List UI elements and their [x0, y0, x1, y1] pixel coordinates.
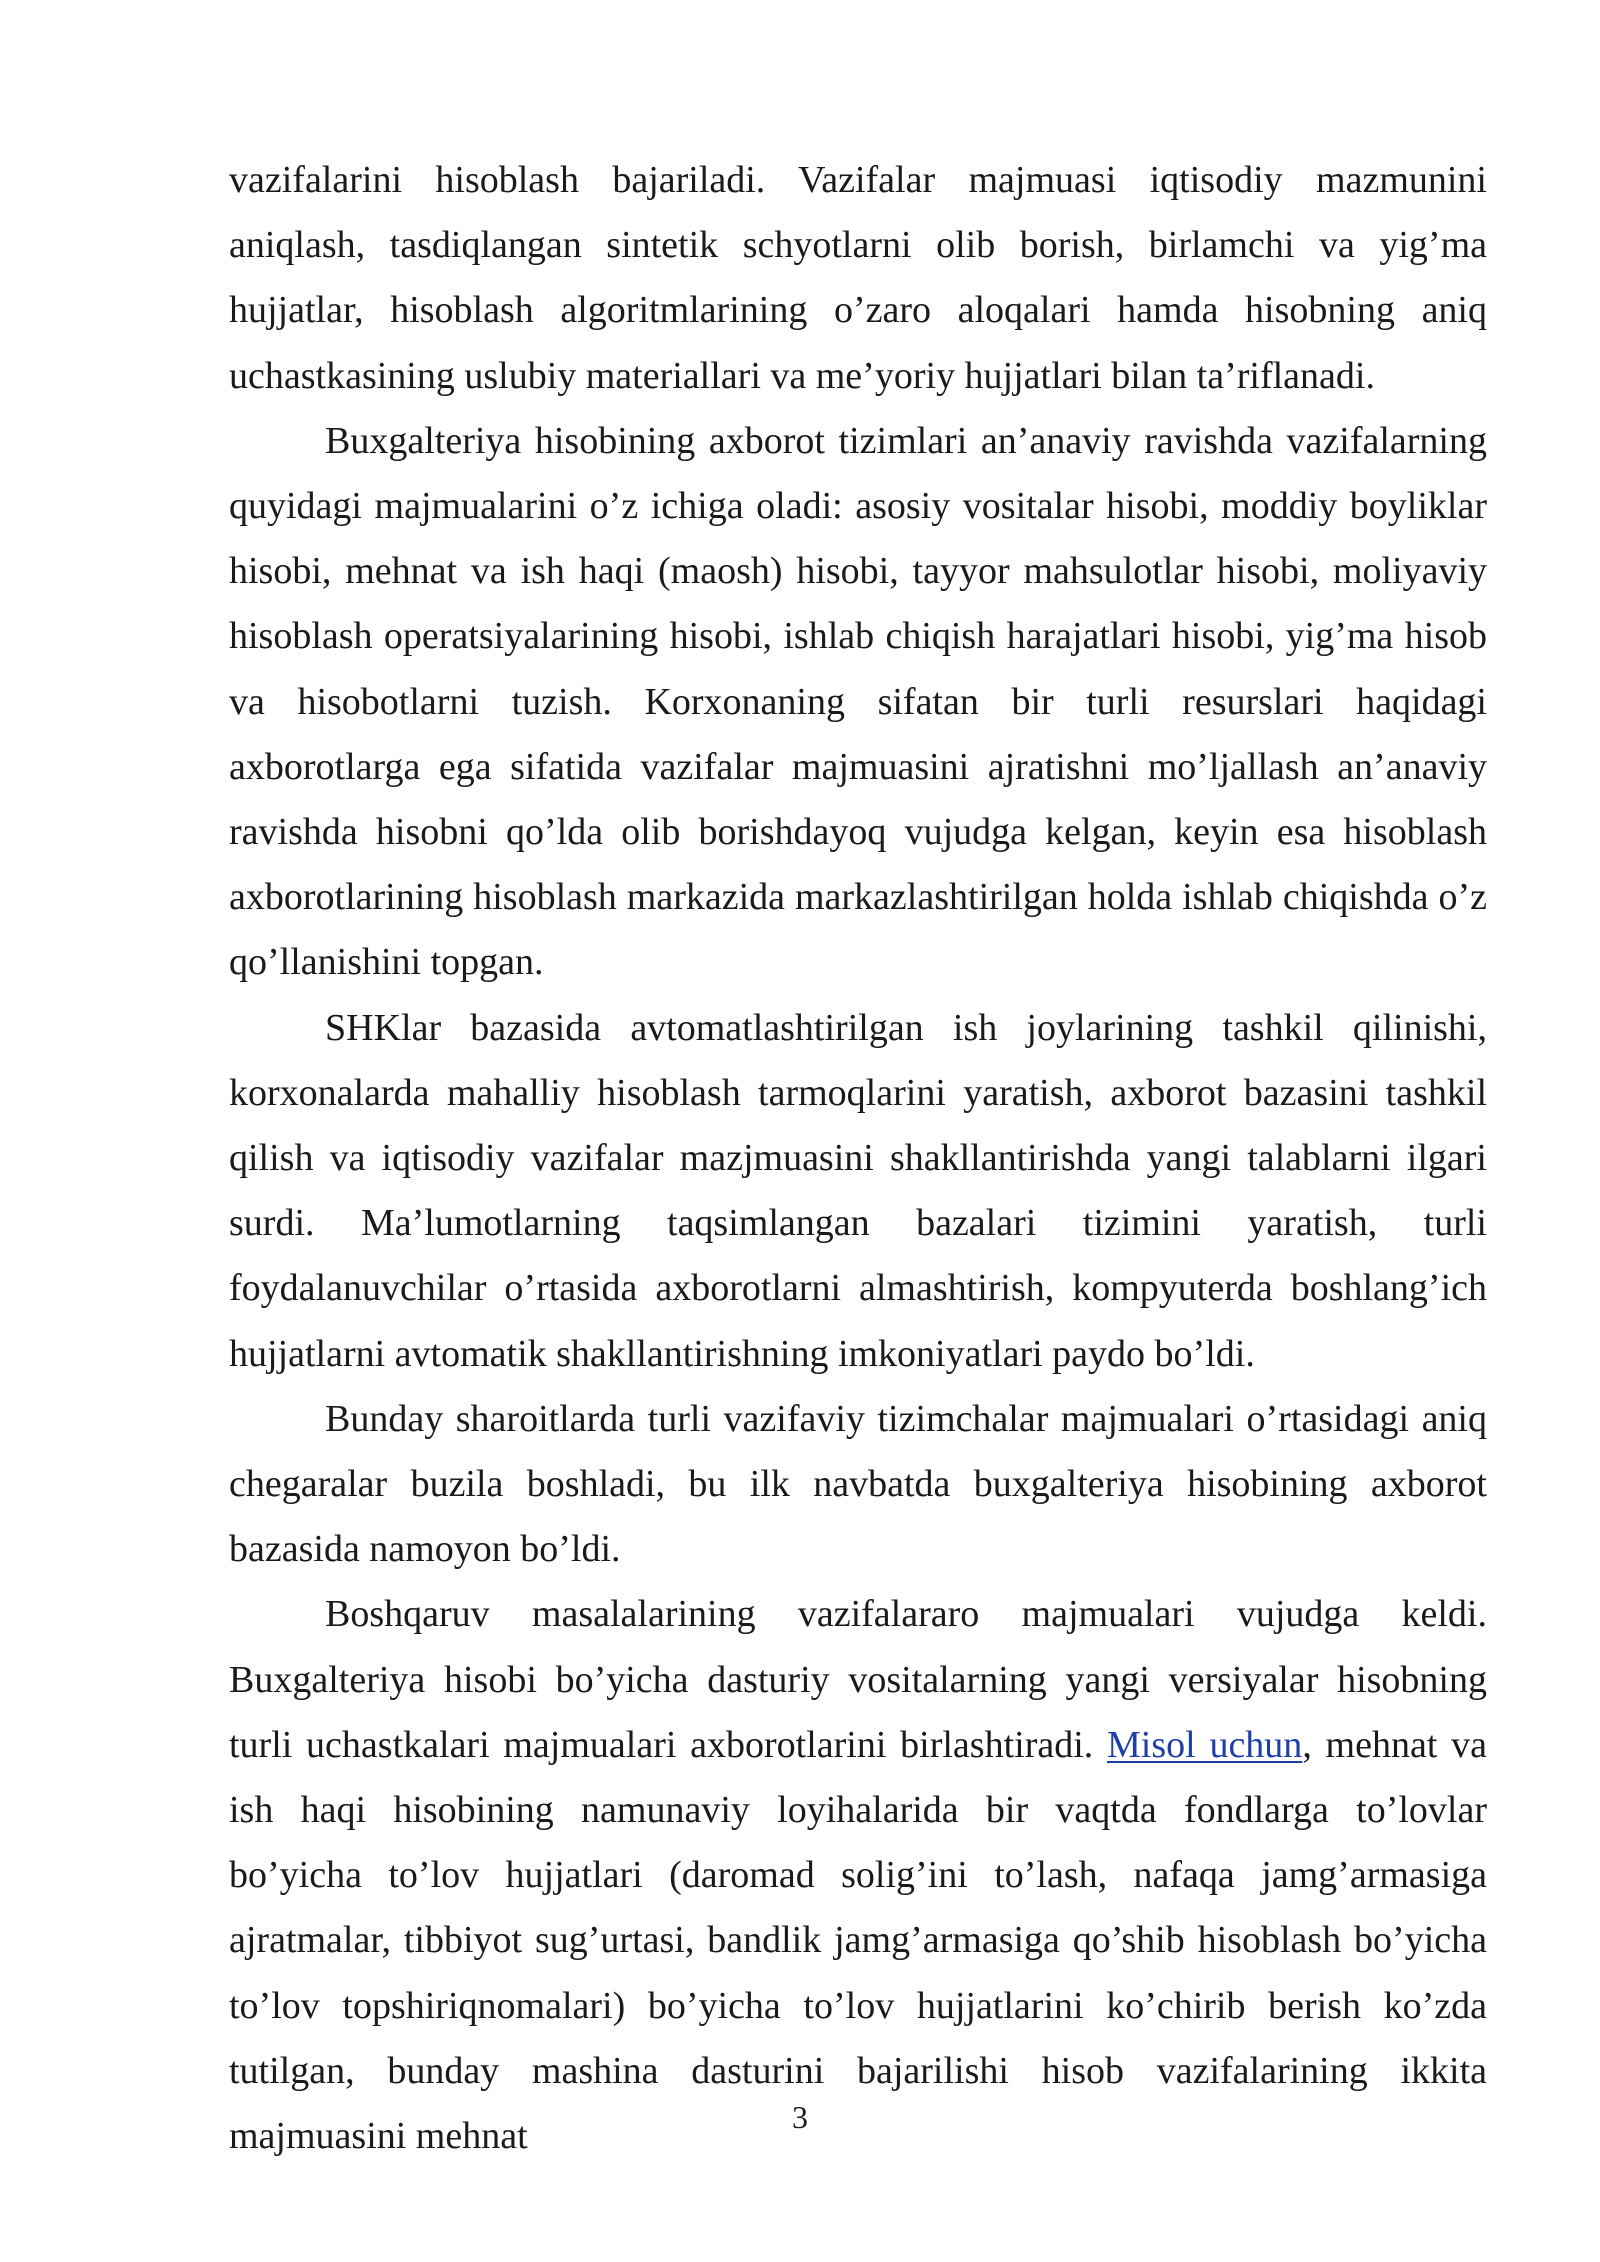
misol-uchun-link[interactable]: Misol uchun [1107, 1723, 1303, 1766]
page-number: 3 [792, 2099, 808, 2135]
paragraph-4: Bunday sharoitlarda turli vazifaviy tizimchalar majmualari o’rtasidagi aniq chegaralar buzila boshladi, bu ilk navbatda buxgalteriya hisobining axborot bazasida namoyon bo’ldi. [229, 1397, 1487, 1571]
paragraph-5-text-before: Boshqaruv masalalarining vazifalararo majmualari vujudga keldi. Buxgalteriya hisobi bo’yicha dasturiy vositalarning yangi versiyalar hisobning turli uchastkalari majmualari axborotlarini birlashtiradi. [229, 1593, 1487, 1766]
paragraph-5 [229, 1582, 1487, 2169]
paragraph-5-text-after: , mehnat va ish haqi hisobining namunaviy loyihalarida bir vaqtda fondlarga to’lovlar bo’yicha to’lov hujjatlari (daromad solig’ini to’lash, nafaqa jamg’armasiga ajratmalar, tibbiyot sug’urtasi, bandlik jamg’armasiga qo’shib hisoblash bo’yicha to’lov topshiriqnomalari) bo’yicha to’lov hujjatlarini ko’chirib berish ko’zda tutilgan, bunday mashina dasturini bajarilishi hisob vazifalarining ikkita majmuasini mehnat [229, 1723, 1487, 2158]
paragraph-3: SHKlar bazasida avtomatlashtirilgan ish joylarining tashkil qilinishi, korxonalarda mahalliy hisoblash tarmoqlarini yaratish, axborot bazasini tashkil qilish va iqtisodiy vazifalar mazjmuasini shakllantirishda yangi talablarni ilgari surdi. Ma’lumotlarning taqsimlangan bazalari tizimini yaratish, turli foydalanuvchilar o’rtasida axborotlarni almashtirish, kompyuterda boshlang’ich hujjatlarni avtomatik shakllantirishning imkoniyatlari paydo bo’ldi. [229, 1006, 1487, 1375]
paragraph-2: Buxgalteriya hisobining axborot tizimlari an’anaviy ravishda vazifalarning quyidagi majmualarini o’z ichiga oladi: asosiy vositalar hisobi, moddiy boyliklar hisobi, mehnat va ish haqi (maosh) hisobi, tayyor mahsulotlar hisobi, moliyaviy hisoblash operatsiyalarining hisobi, ishlab chiqish harajatlari hisobi, yig’ma hisob va hisobotlarni tuzish. Korxonaning sifatan bir turli resurslari haqidagi axborotlarga ega sifatida vazifalar majmuasini ajratishni mo’ljallash an’anaviy ravishda hisobni qo’lda olib borishdayoq vujudga kelgan, keyin esa hisoblash axborotlarining hisoblash markazida markazlashtirilgan holda ishlab chiqishda o’z qo’llanishini topgan. [229, 419, 1487, 984]
body-text [229, 148, 1487, 2169]
paragraph-1: vazifalarini hisoblash bajariladi. Vazifalar majmuasi iqtisodiy mazmunini aniqlash, tasdiqlangan sintetik schyotlarni olib borish, birlamchi va yig’ma hujjatlar, hisoblash algoritmlarining o’zaro aloqalari hamda hisobning aniq uchastkasining uslubiy materiallari va me’yoriy hujjatlari bilan ta’riflanadi. [229, 159, 1487, 397]
